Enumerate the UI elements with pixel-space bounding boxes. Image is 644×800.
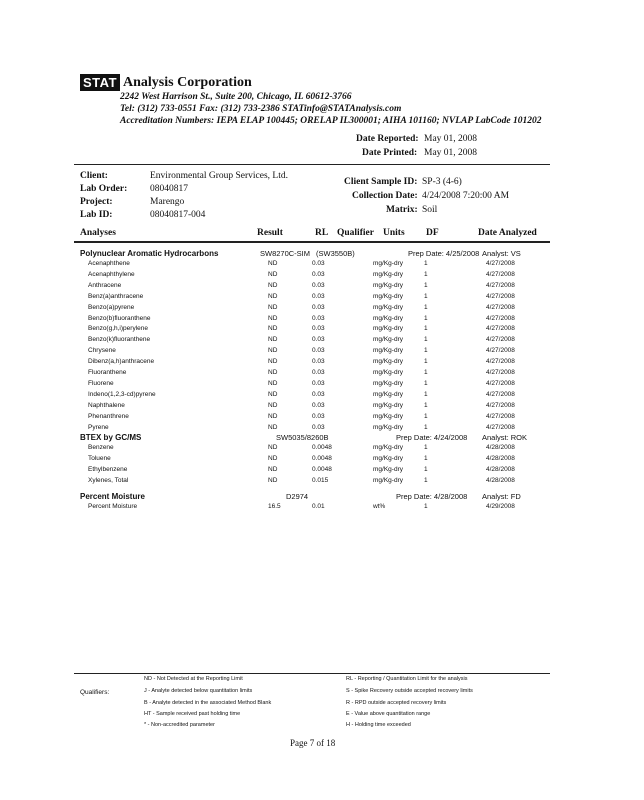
result-value: ND: [268, 281, 278, 289]
dilution-factor: 1: [424, 292, 428, 300]
result-value: ND: [268, 379, 278, 387]
client-label: Client:: [80, 171, 108, 181]
dilution-factor: 1: [424, 444, 428, 451]
table-row: [0, 315, 644, 326]
dilution-factor: 1: [424, 314, 428, 322]
units: mg/Kg-dry: [373, 379, 403, 387]
date-analyzed: 4/27/2008: [486, 379, 515, 387]
dilution-factor: 1: [424, 347, 428, 355]
dilution-factor: 1: [424, 336, 428, 344]
analyte-name: Indeno(1,2,3-cd)pyrene: [88, 390, 156, 398]
analyte-name: Benz(a)anthracene: [88, 292, 144, 300]
units: mg/Kg-dry: [373, 358, 403, 366]
col-date-analyzed: Date Analyzed: [478, 228, 537, 238]
section-title: Polynuclear Aromatic Hydrocarbons: [80, 249, 219, 258]
dilution-factor: 1: [424, 281, 428, 289]
result-value: ND: [268, 260, 278, 267]
result-value: ND: [268, 476, 278, 484]
result-value: ND: [268, 314, 278, 322]
reporting-limit: 0.03: [312, 412, 325, 420]
units: mg/Kg-dry: [373, 465, 403, 473]
date-printed-value: May 01, 2008: [424, 148, 478, 158]
date-analyzed: 4/27/2008: [486, 390, 515, 398]
date-analyzed: 4/27/2008: [486, 314, 515, 322]
units: mg/Kg-dry: [373, 303, 403, 311]
date-analyzed: 4/27/2008: [486, 303, 515, 311]
units: mg/Kg-dry: [373, 476, 403, 484]
date-analyzed: 4/28/2008: [486, 454, 515, 462]
table-row: [0, 466, 644, 477]
reporting-limit: 0.03: [312, 369, 325, 376]
table-row: [0, 380, 644, 391]
reporting-limit: 0.03: [312, 379, 325, 387]
units: mg/Kg-dry: [373, 412, 403, 420]
company-address: 2242 West Harrison St., Suite 200, Chicago, IL 60612-3766: [120, 92, 352, 102]
result-value: ND: [268, 358, 278, 366]
matrix-label: Matrix:: [386, 205, 418, 215]
qualifier-note: ND - Not Detected at the Reporting Limit: [144, 676, 243, 682]
date-reported-label: Date Reported:: [356, 134, 419, 144]
table-row: [0, 271, 644, 282]
company-accreditation: Accreditation Numbers: IEPA ELAP 100445; ORELAP IL300001; AIHA 101160; NVLAP LabCode 101202: [120, 116, 542, 126]
client-value: Environmental Group Services, Ltd.: [150, 171, 288, 181]
table-row: [0, 304, 644, 315]
analyte-name: Phenanthrene: [88, 412, 129, 420]
table-row: [0, 402, 644, 413]
units: mg/Kg-dry: [373, 270, 403, 278]
reporting-limit: 0.01: [312, 503, 325, 510]
date-analyzed: 4/27/2008: [486, 270, 515, 278]
result-value: ND: [268, 412, 278, 420]
units: mg/Kg-dry: [373, 314, 403, 322]
qualifier-note: HT - Sample received past holding time: [144, 711, 241, 717]
reporting-limit: 0.03: [312, 270, 325, 278]
analyte-name: Dibenz(a,h)anthracene: [88, 358, 155, 366]
project-value: Marengo: [150, 197, 185, 207]
reporting-limit: 0.015: [312, 476, 329, 484]
dilution-factor: 1: [424, 303, 428, 311]
analyte-name: Pyrene: [88, 423, 109, 431]
company-logo: [80, 74, 252, 91]
dilution-factor: 1: [424, 476, 428, 484]
dilution-factor: 1: [424, 401, 428, 409]
section-prep-method: (SW3550B): [316, 249, 355, 258]
result-value: ND: [268, 336, 278, 344]
units: mg/Kg-dry: [373, 444, 403, 451]
reporting-limit: 0.03: [312, 347, 325, 355]
analyte-name: Benzo(k)fluoranthene: [88, 336, 151, 344]
dilution-factor: 1: [424, 503, 428, 510]
col-rl: RL: [315, 228, 329, 238]
lab-id-label: Lab ID:: [80, 210, 113, 220]
result-value: ND: [268, 465, 278, 473]
units: mg/Kg-dry: [373, 336, 403, 344]
date-analyzed: 4/27/2008: [486, 260, 515, 267]
table-row: [0, 282, 644, 293]
result-value: ND: [268, 303, 278, 311]
section-analyst: Analyst: VS: [482, 249, 521, 258]
analyte-name: Toluene: [88, 454, 111, 462]
analyte-name: Benzo(a)pyrene: [88, 303, 135, 311]
sample-id-label: Client Sample ID:: [344, 177, 418, 187]
result-value: ND: [268, 423, 278, 431]
date-analyzed: 4/27/2008: [486, 281, 515, 289]
dilution-factor: 1: [424, 260, 428, 267]
company-name: Analysis Corporation: [123, 74, 252, 90]
matrix-value: Soil: [422, 205, 438, 215]
date-analyzed: 4/27/2008: [486, 401, 515, 409]
analyte-name: Benzo(b)fluoranthene: [88, 314, 151, 322]
analyte-name: Acenaphthene: [88, 260, 130, 267]
analyte-name: Acenaphthylene: [88, 270, 135, 278]
result-value: ND: [268, 347, 278, 355]
section-title: BTEX by GC/MS: [80, 433, 142, 442]
reporting-limit: 0.03: [312, 401, 325, 409]
section-method: SW5035/8260B: [276, 433, 329, 442]
analyte-name: Chrysene: [88, 347, 116, 355]
reporting-limit: 0.03: [312, 314, 325, 322]
dilution-factor: 1: [424, 423, 428, 431]
analyte-name: Fluoranthene: [88, 369, 127, 376]
units: mg/Kg-dry: [373, 401, 403, 409]
dilution-factor: 1: [424, 465, 428, 473]
analyte-name: Percent Moisture: [88, 503, 138, 510]
section-title: Percent Moisture: [80, 492, 145, 501]
page-number: Page 7 of 18: [290, 738, 336, 748]
collection-date-value: 4/24/2008 7:20:00 AM: [422, 191, 510, 201]
result-value: ND: [268, 292, 278, 300]
dilution-factor: 1: [424, 390, 428, 398]
units: mg/Kg-dry: [373, 369, 403, 376]
date-analyzed: 4/27/2008: [486, 347, 515, 355]
table-row: [0, 477, 644, 488]
qualifier-note: * - Non-accredited parameter: [144, 722, 215, 728]
reporting-limit: 0.03: [312, 390, 325, 398]
date-analyzed: 4/28/2008: [486, 444, 515, 451]
table-row: [0, 347, 644, 358]
column-header-rule: [74, 241, 550, 243]
reporting-limit: 0.03: [312, 336, 325, 344]
analyte-name: Ethylbenzene: [88, 465, 128, 473]
table-row: [0, 260, 644, 271]
col-units: Units: [383, 228, 405, 238]
analyte-name: Benzo(g,h,i)perylene: [88, 325, 148, 333]
units: mg/Kg-dry: [373, 347, 403, 355]
reporting-limit: 0.03: [312, 292, 325, 300]
qualifier-note: B - Analyte detected in the associated Method Blank: [144, 700, 272, 706]
reporting-limit: 0.03: [312, 358, 325, 366]
result-value: ND: [268, 401, 278, 409]
result-value: ND: [268, 270, 278, 278]
col-df: DF: [426, 228, 439, 238]
section-analyst: Analyst: FD: [482, 492, 521, 501]
col-analyses: Analyses: [80, 228, 116, 238]
units: mg/Kg-dry: [373, 281, 403, 289]
units: wt%: [373, 503, 386, 510]
dilution-factor: 1: [424, 325, 428, 333]
date-analyzed: 4/27/2008: [486, 423, 515, 431]
units: mg/Kg-dry: [373, 423, 403, 431]
table-row: [0, 358, 644, 369]
analyte-name: Anthracene: [88, 281, 122, 289]
date-analyzed: 4/28/2008: [486, 476, 515, 484]
sample-id-value: SP-3 (4-6): [422, 177, 462, 187]
result-value: 16.5: [268, 503, 281, 510]
table-row: [0, 293, 644, 304]
units: mg/Kg-dry: [373, 454, 403, 462]
dilution-factor: 1: [424, 412, 428, 420]
reporting-limit: 0.0048: [312, 454, 332, 462]
reporting-limit: 0.03: [312, 423, 325, 431]
company-phone: Tel: (312) 733-0551 Fax: (312) 733-2386 STATinfo@STATAnalysis.com: [120, 104, 402, 114]
units: mg/Kg-dry: [373, 292, 403, 300]
section-prep-date: Prep Date: 4/24/2008: [396, 433, 468, 442]
table-row: [0, 413, 644, 424]
section-analyst: Analyst: ROK: [482, 433, 528, 442]
date-analyzed: 4/27/2008: [486, 325, 515, 333]
dilution-factor: 1: [424, 454, 428, 462]
units: mg/Kg-dry: [373, 390, 403, 398]
reporting-limit: 0.03: [312, 325, 325, 333]
units: mg/Kg-dry: [373, 325, 403, 333]
qualifier-note: R - RPD outside accepted recovery limits: [346, 700, 447, 706]
collection-date-label: Collection Date:: [352, 191, 418, 201]
reporting-limit: 0.03: [312, 260, 325, 267]
section-prep-date: Prep Date: 4/28/2008: [396, 492, 468, 501]
logo-badge: STAT: [80, 74, 120, 91]
project-label: Project:: [80, 197, 113, 207]
date-analyzed: 4/29/2008: [486, 503, 515, 510]
result-value: ND: [268, 444, 278, 451]
date-analyzed: 4/27/2008: [486, 358, 515, 366]
analyte-name: Naphthalene: [88, 401, 125, 409]
table-row: [0, 391, 644, 402]
date-analyzed: 4/27/2008: [486, 369, 515, 376]
table-row: [0, 444, 644, 455]
analyte-name: Fluorene: [88, 379, 114, 387]
section-method: D2974: [286, 492, 309, 501]
table-row: [0, 455, 644, 466]
lab-order-value: 08040817: [150, 184, 188, 194]
col-qualifier: Qualifier: [337, 228, 374, 238]
table-row: [0, 325, 644, 336]
section-method: SW8270C-SIM: [260, 249, 311, 258]
table-row: [0, 503, 644, 514]
date-printed-label: Date Printed:: [362, 148, 418, 158]
reporting-limit: 0.03: [312, 281, 325, 289]
result-value: ND: [268, 325, 278, 333]
dilution-factor: 1: [424, 270, 428, 278]
analyte-name: Xylenes, Total: [88, 476, 129, 484]
qualifiers-label: Qualifiers:: [80, 689, 110, 696]
result-value: ND: [268, 390, 278, 398]
date-analyzed: 4/27/2008: [486, 292, 515, 300]
date-analyzed: 4/28/2008: [486, 465, 515, 473]
footer-rule: [74, 673, 550, 674]
qualifier-note: S - Spike Recovery outside accepted recovery limits: [346, 688, 473, 694]
result-value: ND: [268, 454, 278, 462]
reporting-limit: 0.0048: [312, 465, 332, 473]
table-row: [0, 336, 644, 347]
date-analyzed: 4/27/2008: [486, 336, 515, 344]
result-value: ND: [268, 369, 278, 376]
table-row: [0, 369, 644, 380]
qualifier-note: J - Analyte detected below quantitation limits: [144, 688, 253, 694]
reporting-limit: 0.0048: [312, 444, 332, 451]
analyte-name: Benzene: [88, 444, 114, 451]
qualifier-note: H - Holding time exceeded: [346, 722, 411, 728]
col-result: Result: [257, 228, 283, 238]
units: mg/Kg-dry: [373, 260, 403, 267]
date-analyzed: 4/27/2008: [486, 412, 515, 420]
dilution-factor: 1: [424, 379, 428, 387]
header-rule: [74, 164, 550, 165]
reporting-limit: 0.03: [312, 303, 325, 311]
qualifier-note: RL - Reporting / Quantitation Limit for the analysis: [346, 676, 468, 682]
lab-order-label: Lab Order:: [80, 184, 128, 194]
lab-id-value: 08040817-004: [150, 210, 206, 220]
dilution-factor: 1: [424, 369, 428, 376]
section-prep-date: Prep Date: 4/25/2008: [408, 249, 480, 258]
date-reported-value: May 01, 2008: [424, 134, 478, 144]
qualifier-note: E - Value above quantitation range: [346, 711, 431, 717]
dilution-factor: 1: [424, 358, 428, 366]
